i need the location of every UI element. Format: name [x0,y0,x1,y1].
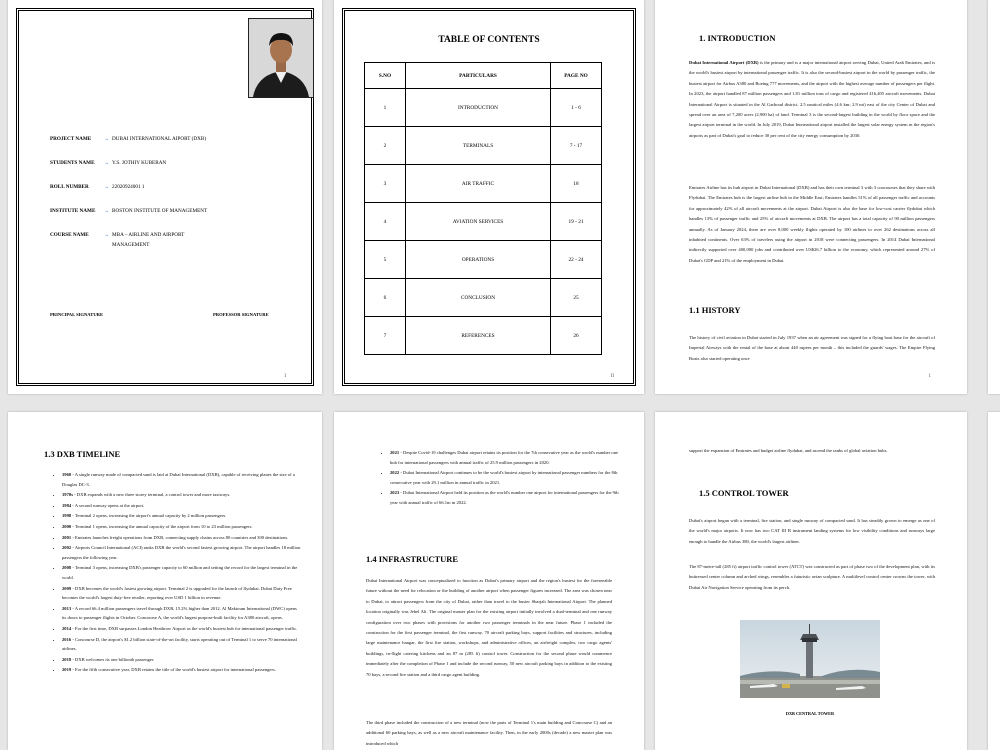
table-row [365,317,602,355]
timeline-year: 2018 [62,656,72,662]
list-item [62,655,302,665]
continued-paragraph: support the expansion of Emirates and budget airline flydubai, and ascend the ranks of global aviation hubs. [689,448,888,453]
timeline-text: - DXB expands with a new three storey terminal, a control tower and more taxiways. [72,492,231,498]
timeline-text: - A record 66.4 million passengers travel through DXB, 15.2% higher than 2012. Al Maktoum International (DWC) opens its doors to passenger flights in October. Concourse A, the world's largest purpose-built facility for A380 aircraft, opens. [62,605,297,621]
control-tower-photo [740,620,880,698]
cell-particular[interactable]: AVIATION SERVICES [406,203,551,241]
col-header-page-no: PAGE NO [551,63,602,89]
cover-page [8,0,322,394]
timeline-text: - Airports Council International (ACI) ranks DXB the world's second fastest growing airport. The airport handles 18 million passengers the following year. [62,545,301,560]
timeline-year: 1970s [62,492,73,498]
next-page-edge [988,412,1000,750]
timeline-year: 1998 [62,513,72,519]
infrastructure-paragraph-2: The third phase included the construction of a new terminal (now the parts of Terminal 1's main building and Concourse C) and an additional 60 parking bays, as well as a new aircraft maintenance facility. Then, in the early 2000s (decade) a new master plan was introduced which [366,720,612,746]
timeline-year: 2022 [390,470,400,476]
table-row [365,89,602,127]
timeline-text: - For the first time, DXB surpasses London Heathrow Airport as the world's busiest hub for international passenger traffic. [71,625,298,631]
list-item [62,490,302,500]
list-item [62,604,302,623]
list-item [62,533,302,543]
timeline-year: 2019 [62,667,72,673]
timeline-year: 1960 [62,472,72,477]
airport-name-bold: Dubai International Airport (DXB) [689,60,759,65]
photo-caption: DXB CENTRAL TOWER [785,711,835,716]
timeline-text: - Concourse D, the airport's $1.2 billion state-of-the-art facility, starts operating out of Terminal 1 to serve 70 international airlines. [62,636,297,652]
timeline-year: 2009 [62,585,72,591]
col-header-particulars: PARTICULARS [406,63,551,89]
timeline-year: 1984 [62,502,72,508]
list-item [390,468,622,487]
timeline-list-continued [380,448,622,509]
field-value: Y.S. JOTHIY KUBERAN [112,160,167,166]
field-institute-name [50,208,232,216]
cell-sno: 1 [365,89,406,127]
table-row [365,127,602,165]
list-item [390,488,622,507]
timeline-list [52,470,302,676]
field-project-name [50,136,232,144]
field-label: COURSE NAME [50,232,89,238]
field-label: STUDENTS NAME [50,160,95,166]
cell-sno: 7 [365,317,406,355]
cell-page: 18 [551,165,602,203]
field-value: DUBAI INTERNATIONAL AIPORT (DXB) [112,136,207,142]
arrow-icon: → [104,232,110,238]
timeline-year: 2013 [62,605,72,611]
arrow-icon: → [104,184,110,190]
paragraph-text: is the primary and is a major international airport serving Dubai, United Arab Emirates, and is the world's busiest airport by international passenger traffic. It is also the second-busiest airport in the world by passenger traffic, the busiest airport for Airbus A380 and Boeing 777 movements, and the airport with the highest average number of passengers per flight. In 2023, the airport handled 87 million passengers and 1.81 million tons of cargo and registered 416,405 aircraft movements. Dubai International Airport is situated in the Al Garhoud district, 2.5 nautical miles (4.6 km; 2.9 mi) east of the city Center of Dubai and spread over an area of 7,200 acres (2,900 ha) of land. Terminal 3 is the second-largest building in the world by floor space and the largest airport terminal in the world. In July 2019, Dubai International airport installed the largest solar energy system in the region's airports as part of Dubai's goal to reduce 30 per cent of the city energy consumption by 2030. [689,60,935,138]
introduction-page [655,0,967,394]
tower-paragraph-1: Dubai's airport began with a terminal, fire station, and single runway of compacted sand. It has steadily grown to emerge as one of the world's major airports. It now has two CAT III B instrument landing systems for low visibility conditions and runways large enough to handle the Airbus 380, the world's largest airliner. [689,518,935,544]
timeline-year: 2014 [62,625,72,631]
cell-sno: 4 [365,203,406,241]
timeline-text: - A single runway made of compacted sand is laid at Dubai International (DXB), capable of receiving planes the size of a Douglas DC-3. [62,472,295,487]
timeline-year: 2000 [62,523,72,529]
timeline-text: - Dubai International Airport held its position as the world's number one airport for international passengers for the 9th year with annual traffic of 66.1m in 2022. [390,490,619,505]
table-row [365,279,602,317]
cell-particular[interactable]: AIR TRAFFIC [406,165,551,203]
timeline-text: - For the fifth consecutive year, DXB retains the title of the world's busiest airport for international passengers. [71,667,276,673]
timeline-year: 2021 [390,450,400,455]
infrastructure-paragraph-1: Dubai International Airport was conceptualized to function as Dubai's primary airport and the region's busiest for the foreseeable future without the need for relocation or the building of another airport when passenger figures increased. The area was chosen near to Dubai, to attract passengers from the city of Dubai, rather than travel to the busier Sharjah International Airport. The planned location originally was Jebel Ali. The original master plan for the existing airport initially involved a dual-terminal and one runway configuration over two phases with provisions for another two passenger terminals in the near future. Phase 1 included the construction for the first passenger terminal, the first runway, 70 aircraft parking bays, support facilities and structures, including large maintenance hangar, the first fire station, workshops, and administrative offices, an airfreight complex, two cargo agents' buildings, in-flight catering kitchens and an 87 m (285 ft) control tower. Construction for the second phase would commence immediately after the completion of Phase 1 and include the second runway, 50 new aircraft parking bays in addition to the existing 70 bays, a second fire station and a third cargo agent building. [366,578,612,677]
table-row [365,203,602,241]
next-page-edge [988,0,1000,394]
cell-sno: 2 [365,127,406,165]
section-heading: 1. INTRODUCTION [699,33,776,43]
list-item [62,522,302,532]
timeline-text: - DXB welcomes its one billionth passenger. [71,656,155,662]
toc-table [364,62,602,355]
page-number: II [610,374,614,379]
arrow-icon: → [104,136,110,142]
intro-paragraph-1 [689,58,935,141]
cell-particular[interactable]: INTRODUCTION [406,89,551,127]
cell-page: 19 - 21 [551,203,602,241]
field-value: 22020924001 1 [112,184,145,190]
timeline-year: 2008 [62,565,72,571]
field-label: PROJECT NAME [50,136,92,142]
timeline-text: - Terminal 1 opens, increasing the annual capacity of the airport from 10 to 23 million passengers. [71,523,253,529]
cell-particular[interactable]: TERMINALS [406,127,551,165]
section-heading: 1.3 DXB TIMELINE [44,449,121,459]
infrastructure-page [334,412,644,750]
timeline-year: 2016 [62,636,72,642]
timeline-text: - DXB becomes the world's fastest growing airport. Terminal 2 is upgraded for the launch of flydubai. Dubai Duty Free becomes the world's largest duty-free retailer, reporting over USD 1 billion in revenue. [62,585,292,601]
intro-paragraph-2: Emirates Airline has its hub airport in Dubai International (DXB) and has their own terminal 3 with 3 concourses that they share with Flydubai. The Emirates hub is the largest airline hub in the Middle East; Emirates handles 51% of all passenger traffic and accounts for approximately 42% of all aircraft movements at the airport. Dubai Airport is also the base for low-cost carrier flydubai which handles 13% of passenger traffic and 25% of aircraft movements at DXB. The airport has a total capacity of 90 million passengers annually. As of January 2024, there are over 8,000 weekly flights operated by 100 airlines to over 262 destinations across all inhabited continents. Over 63% of travelers using the airport in 2018 were connecting passengers. In 2014 Dubai International indirectly supported over 400,000 jobs and contributed over US$26.7 billion to the economy, which represented around 27% of Dubai's GDP and 21% of the employment in Dubai. [689,185,935,263]
field-label: ROLL NUMBER [50,184,89,190]
arrow-icon: → [104,160,110,166]
section-heading: 1.4 INFRASTRUCTURE [366,554,459,564]
control-tower-page [655,412,967,750]
table-row [365,165,602,203]
table-header-row [365,63,602,89]
cell-page: 7 - 17 [551,127,602,165]
cell-page: 1 - 6 [551,89,602,127]
timeline-year: 2002 [62,545,72,551]
list-item [390,448,622,467]
field-label: INSTITUTE NAME [50,208,96,214]
timeline-text: - Terminal 2 opens, increasing the airport's annual capacity by 2 million passengers. [71,513,227,519]
table-row [365,241,602,279]
cell-particular[interactable]: OPERATIONS [406,241,551,279]
tower-paragraph-2: The 87-metre-tall (285 ft) airport traffic control tower (ATCT) was constructed as part of phase two of the development plan, with its buttressed center column and arched wings, resembles a futuristic avian sculpture. A multilevel control center crowns the tower, with Dubai Air Navigation Service operating from its perch. [689,564,935,590]
list-item [62,470,302,489]
page-number: 1 [928,374,931,379]
cell-page: 26 [551,317,602,355]
cell-page: 25 [551,279,602,317]
list-item [62,665,302,675]
field-students-name [50,160,232,168]
list-item [62,501,302,511]
subsection-heading: 1.1 HISTORY [689,305,741,315]
list-item [62,584,302,603]
timeline-text: - Emirates launches freight operations from DXB, connecting supply chains across 80 countries and 300 destinations. [71,534,289,540]
arrow-icon: → [104,208,110,214]
field-value: MBA – AIRLINE AND AIRPORT MANAGEMENT [112,232,185,248]
cell-page: 22 - 24 [551,241,602,279]
field-value: BOSTON INSTITUTE OF MANAGEMENT [112,208,208,214]
timeline-year: 2023 [390,490,400,496]
list-item [62,624,302,634]
cell-sno: 6 [365,279,406,317]
professor-signature-label: PROFESSOR SIGNATURE [213,312,269,317]
list-item [62,563,302,582]
principal-signature-label: PRINCIPAL SIGNATURE [50,312,104,317]
cell-sno: 3 [365,165,406,203]
section-heading: 1.5 CONTROL TOWER [699,488,789,498]
field-course-name [50,232,212,250]
timeline-page [8,412,322,750]
timeline-text: - Terminal 3 opens, increasing DXB's passenger capacity to 60 million and setting the record for the largest terminal in the world. [62,565,298,580]
page-number: I [284,374,286,379]
toc-page [334,0,644,394]
timeline-text: - Despite Covid-19 challenges Dubai airport retains its position for the 7th consecutive year as the world's number one hub for international passengers with annual traffic of 25.9 million passengers in 2020. [390,450,619,465]
col-header-sno: S.NO [365,63,406,89]
history-paragraph: The history of civil aviation in Dubai started in July 1937 when an air agreement was signed for a flying boat base for the aircraft of Imperial Airways with the rental of the base at about 440 rupees per month – this included the guards' wages. The Empire Flying Boats also started operating once [689,335,935,361]
timeline-text: - Dubai International Airport continues to be the world's busiest airport by international passenger numbers for the 8th consecutive year with 29.1 million in annual traffic in 2021. [390,470,618,485]
cell-particular[interactable]: CONCLUSION [406,279,551,317]
timeline-text: - A second runway opens at the airport. [71,502,145,508]
timeline-year: 2001 [62,534,72,540]
cell-particular[interactable]: REFERENCES [406,317,551,355]
list-item [62,543,302,562]
cell-sno: 5 [365,241,406,279]
list-item [62,511,302,521]
toc-title: TABLE OF CONTENTS [438,35,540,45]
student-photo [248,18,314,98]
field-roll-number [50,184,232,192]
list-item [62,635,302,654]
